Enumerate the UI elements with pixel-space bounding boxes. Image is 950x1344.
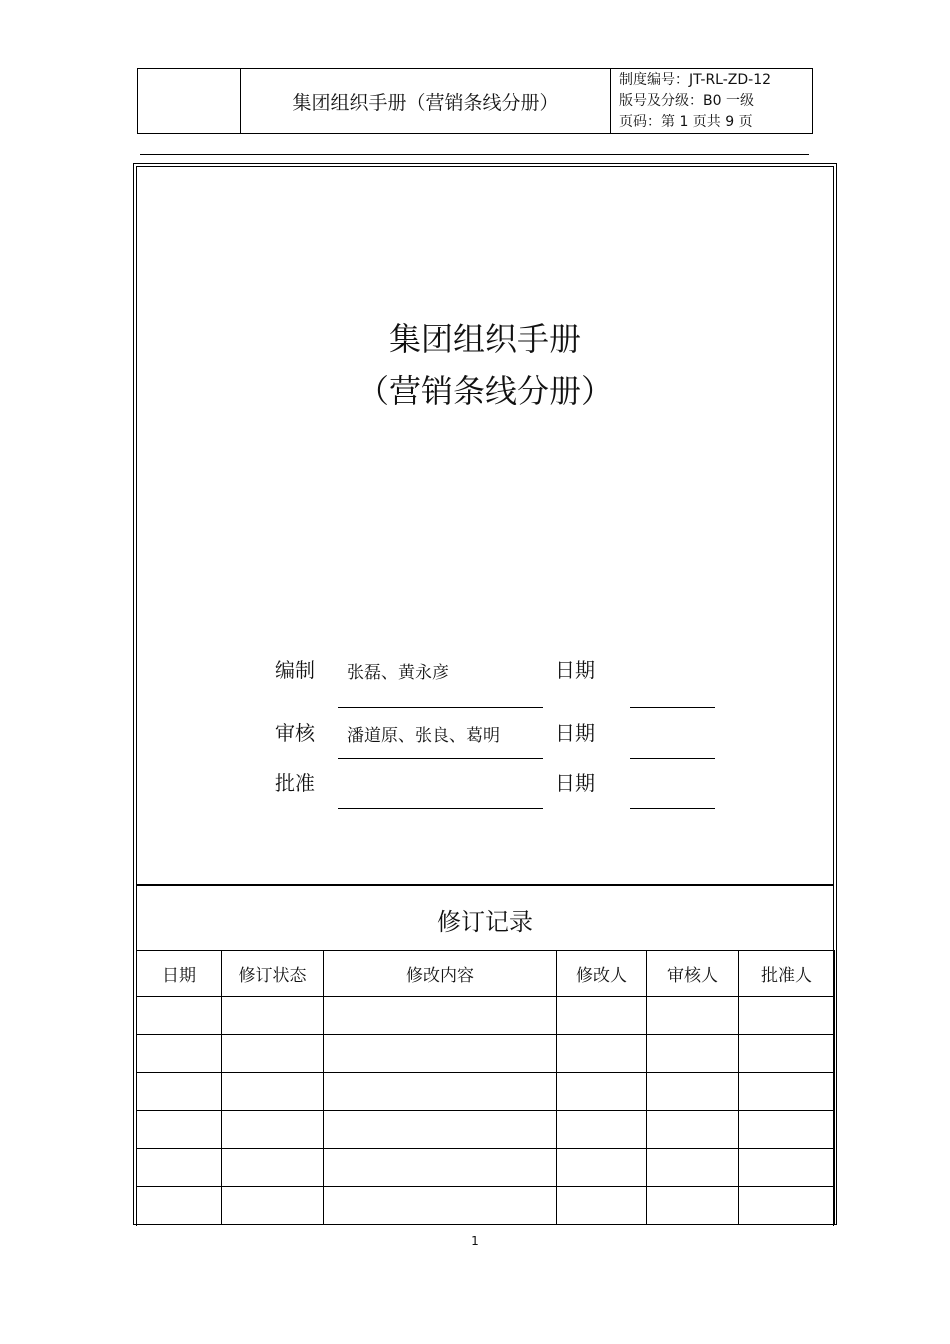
review-value: 潘道原、张良、葛明 [347,726,500,746]
table-cell [222,1035,324,1073]
table-row [137,1035,835,1073]
table-cell [222,1073,324,1111]
col-reviewer: 审核人 [647,951,739,997]
table-cell [137,1073,222,1111]
table-cell [647,1149,739,1187]
revision-table [136,950,835,1225]
table-cell [137,997,222,1035]
compile-value: 张磊、黄永彦 [347,663,449,683]
table-row [137,1073,835,1111]
table-cell [739,1035,835,1073]
col-date: 日期 [137,951,222,997]
compile-label: 编制 [275,658,315,682]
review-date-underline [630,758,715,759]
table-cell [647,1073,739,1111]
compile-underline [338,707,543,708]
col-approver: 批准人 [739,951,835,997]
table-row [137,1111,835,1149]
table-cell [324,1035,557,1073]
table-cell [647,1111,739,1149]
approve-date-label: 日期 [555,771,595,795]
compile-date-underline [630,707,715,708]
table-cell [324,1187,557,1225]
table-cell [739,997,835,1035]
approve-underline [338,808,543,809]
table-cell [557,1073,647,1111]
table-cell [739,1187,835,1225]
table-cell [557,1035,647,1073]
col-status: 修订状态 [222,951,324,997]
approve-label: 批准 [275,771,315,795]
table-cell [324,997,557,1035]
col-content: 修改内容 [324,951,557,997]
table-cell [137,1187,222,1225]
header-title: 集团组织手册（营销条线分册） [241,69,611,133]
header-version: 版号及分级：B0 一级 [619,93,754,109]
approve-date-underline [630,808,715,809]
table-cell [647,997,739,1035]
cover-title-line1: 集团组织手册 [388,320,581,358]
document-header [137,68,813,134]
table-cell [557,997,647,1035]
table-row [137,997,835,1035]
header-doc-number: 制度编号：JT-RL-ZD-12 [619,72,772,88]
table-cell [557,1149,647,1187]
table-cell [557,1111,647,1149]
review-date-label: 日期 [555,721,595,745]
header-page: 页码：第 1 页共 9 页 [619,114,753,130]
header-rule [140,154,809,155]
table-cell [739,1149,835,1187]
table-cell [647,1035,739,1073]
table-cell [324,1149,557,1187]
compile-date-label: 日期 [555,658,595,682]
page-number: 1 [471,1234,479,1248]
revision-header-row [137,951,835,997]
header-logo-cell [138,69,241,133]
table-row [137,1149,835,1187]
table-cell [739,1111,835,1149]
table-cell [222,1111,324,1149]
cover-frame [136,166,834,886]
table-cell [137,1149,222,1187]
table-cell [222,1149,324,1187]
revision-title: 修订记录 [437,908,533,936]
review-underline [338,758,543,759]
table-cell [137,1111,222,1149]
table-cell [557,1187,647,1225]
cover-title-line2: （营销条线分册） [356,372,613,410]
table-cell [222,1187,324,1225]
table-cell [324,1111,557,1149]
table-row [137,1187,835,1225]
table-cell [222,997,324,1035]
col-modifier: 修改人 [557,951,647,997]
table-cell [137,1035,222,1073]
table-cell [324,1073,557,1111]
header-meta [611,69,812,133]
table-cell [739,1073,835,1111]
table-cell [647,1187,739,1225]
review-label: 审核 [275,721,315,745]
